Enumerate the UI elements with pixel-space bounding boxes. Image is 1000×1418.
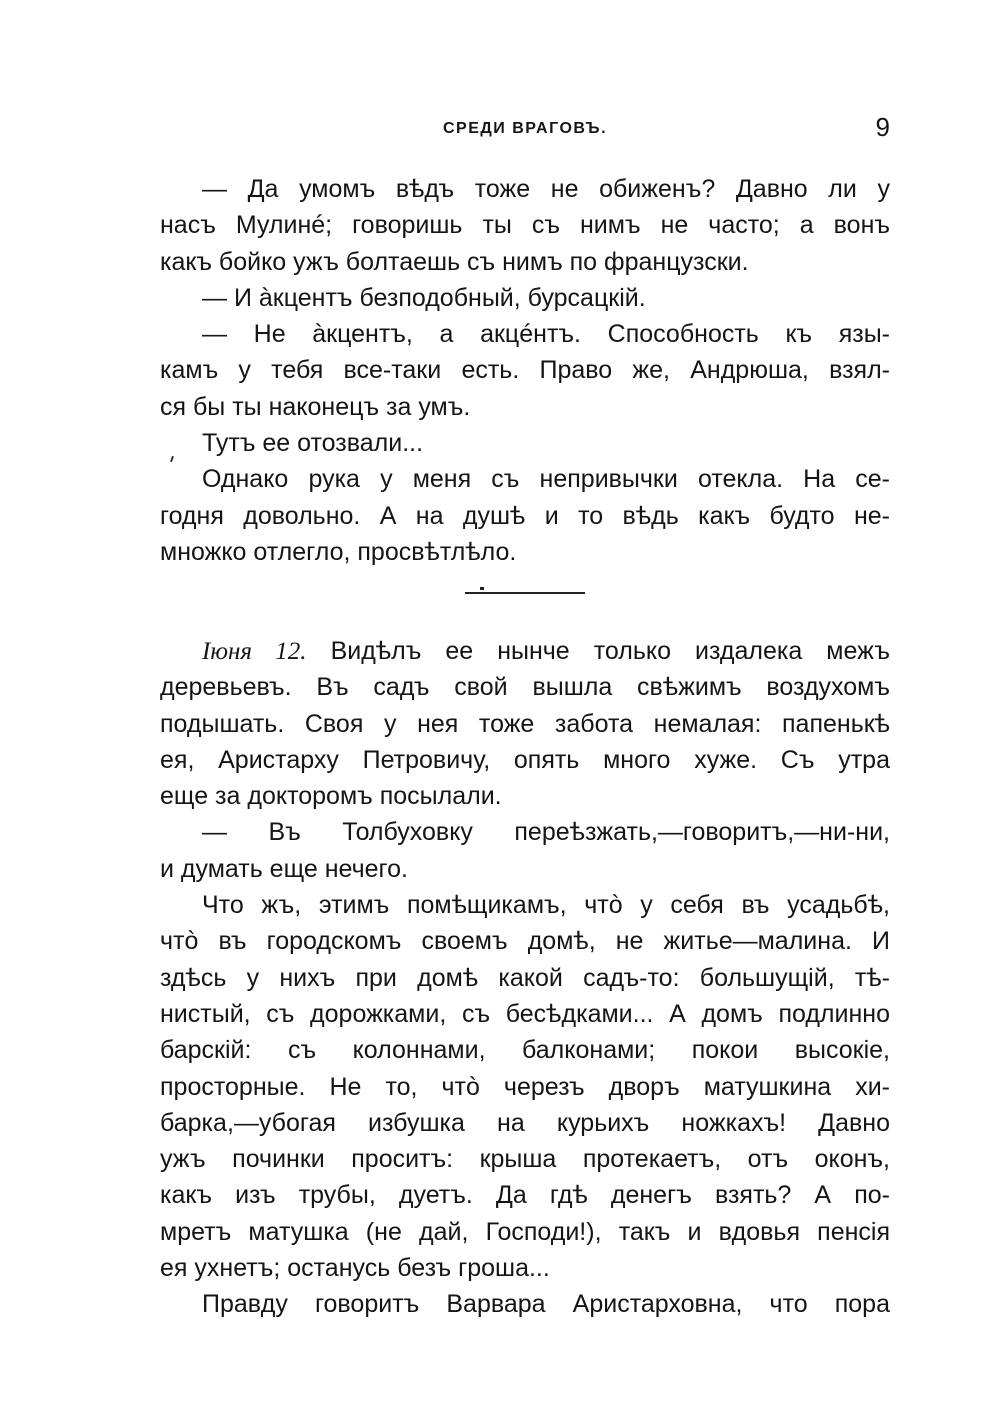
text-line: Однако рука у меня съ непривычки отекла. На се-: [202, 465, 890, 494]
running-title: СРЕДИ ВРАГОВЪ.: [442, 120, 608, 137]
text-line: подышать. Своя у нея тоже забота немалая: папенькѣ: [160, 709, 890, 738]
text-line: — И àкцентъ безподобный, бурсацкій.: [202, 283, 646, 312]
text-line: какъ изъ трубы, дуетъ. Да гдѣ денегъ взять? А по-: [160, 1181, 890, 1210]
text-line: нистый, съ дорожками, съ бесѣдками... А домъ подлинно: [160, 999, 890, 1028]
text-block-2: [160, 633, 890, 1323]
text-line: и думать еще нечего.: [160, 854, 408, 883]
running-header: [160, 112, 890, 146]
text-line: годня довольно. А на душѣ и то вѣдь какъ будто не-: [160, 501, 890, 530]
section-divider: [465, 592, 585, 594]
text-line: еще за докторомъ посылали.: [160, 782, 502, 811]
text-line: — Въ Толбуховку переѣзжать,—говоритъ,—ни-ни,: [202, 818, 890, 847]
text-line: ея, Аристарху Петровичу, опять много хуже. Съ утра: [160, 745, 890, 774]
text-line: Что жъ, этимъ помѣщикамъ, чтò у себя въ усадьбѣ,: [202, 891, 890, 920]
text-line: ужъ починки проситъ: крыша протекаетъ, отъ оконъ,: [160, 1145, 890, 1174]
diary-date: Іюня 12.: [202, 638, 307, 665]
divider-mark: [480, 587, 484, 590]
text-line: деревьевъ. Въ садъ свой вышла свѣжимъ воздухомъ: [160, 673, 890, 702]
text-line: Тутъ ее отозвали...: [202, 429, 424, 458]
text-line: множко отлегло, просвѣтлѣло.: [160, 537, 517, 566]
text-span: Видѣлъ ее нынче только издалека межъ: [330, 637, 890, 665]
text-line: барка,—убогая избушка на курьихъ ножкахъ! Давно: [160, 1108, 890, 1137]
text-line: просторные. Не то, чтò черезъ дворъ матушкина хи-: [160, 1072, 890, 1101]
text-line: здѣсь у нихъ при домѣ какой садъ-то: большущій, тѣ-: [160, 963, 890, 992]
text-line: ся бы ты наконецъ за умъ.: [160, 392, 471, 421]
text-line: ея ухнетъ; останусь безъ гроша...: [160, 1254, 550, 1283]
text-line: — Не àкцентъ, а акцéнтъ. Способность къ язы-: [202, 320, 890, 349]
text-line: какъ бойко ужъ болтаешь съ нимъ по французски.: [160, 247, 749, 276]
text-line: Правду говоритъ Варвара Аристарховна, что пора: [202, 1290, 890, 1319]
text-line: [160, 633, 890, 669]
text-line: насъ Мулинé; говоришь ты съ нимъ не часто; а вонъ: [160, 211, 890, 240]
text-line: мретъ матушка (не дай, Господи!), такъ и вдовья пенсія: [160, 1217, 890, 1246]
text-line: камъ у тебя все-таки есть. Право же, Андрюша, взял-: [160, 356, 890, 385]
page-number: 9: [875, 112, 890, 142]
text-line: — Да умомъ вѣдъ тоже не обиженъ? Давно ли у: [202, 175, 890, 203]
text-block-1: [160, 171, 890, 570]
text-line: барскій: съ колоннами, балконами; покои высокіе,: [160, 1036, 890, 1065]
text-line: чтò въ городскомъ своемъ домѣ, не житье—малина. И: [160, 927, 890, 956]
